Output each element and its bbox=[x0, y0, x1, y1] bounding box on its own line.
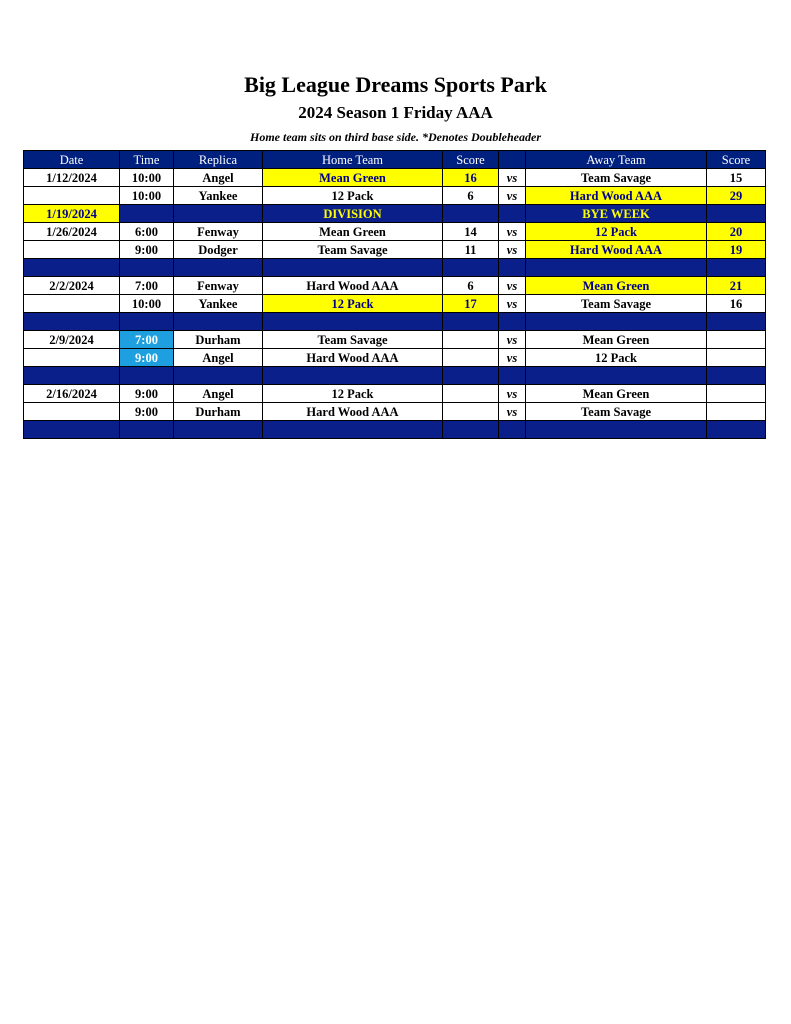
separator-row bbox=[24, 313, 766, 331]
cell-date: 1/19/2024 bbox=[24, 205, 120, 223]
cell-away-score: 20 bbox=[707, 223, 766, 241]
cell-away-score: 21 bbox=[707, 277, 766, 295]
cell-home-score bbox=[443, 403, 499, 421]
cell-vs: vs bbox=[499, 403, 526, 421]
cell-home-score: 11 bbox=[443, 241, 499, 259]
cell-away-score bbox=[707, 385, 766, 403]
cell-away-score bbox=[707, 403, 766, 421]
table-row bbox=[24, 385, 766, 403]
separator-row bbox=[24, 367, 766, 385]
cell-away-team: Team Savage bbox=[526, 403, 707, 421]
cell-replica: Yankee bbox=[174, 295, 263, 313]
cell-vs: vs bbox=[499, 223, 526, 241]
schedule-table bbox=[23, 150, 766, 439]
table-row bbox=[24, 331, 766, 349]
table-row bbox=[24, 295, 766, 313]
cell-home-score: 17 bbox=[443, 295, 499, 313]
cell-away-score bbox=[707, 331, 766, 349]
header-home-team: Home Team bbox=[263, 151, 443, 169]
header-away-team: Away Team bbox=[526, 151, 707, 169]
cell-date bbox=[24, 295, 120, 313]
cell-vs: vs bbox=[499, 331, 526, 349]
cell-home-score: 14 bbox=[443, 223, 499, 241]
cell-replica: Angel bbox=[174, 349, 263, 367]
cell-vs: vs bbox=[499, 241, 526, 259]
cell-replica: Angel bbox=[174, 169, 263, 187]
cell-away-score: 19 bbox=[707, 241, 766, 259]
cell-date bbox=[24, 241, 120, 259]
page-title: Big League Dreams Sports Park bbox=[244, 72, 547, 97]
cell-home-score bbox=[443, 205, 499, 223]
cell-time: 9:00 bbox=[120, 385, 174, 403]
cell-home-team: Hard Wood AAA bbox=[263, 349, 443, 367]
table-row bbox=[24, 223, 766, 241]
separator-row bbox=[24, 421, 766, 439]
cell-time: 9:00 bbox=[120, 349, 174, 367]
cell-home-team: Mean Green bbox=[263, 223, 443, 241]
cell-vs: vs bbox=[499, 277, 526, 295]
header-time: Time bbox=[120, 151, 174, 169]
cell-time: 10:00 bbox=[120, 169, 174, 187]
cell-time: 10:00 bbox=[120, 187, 174, 205]
table-row bbox=[24, 169, 766, 187]
cell-away-score bbox=[707, 205, 766, 223]
cell-time bbox=[120, 205, 174, 223]
cell-home-score: 6 bbox=[443, 187, 499, 205]
cell-replica bbox=[174, 205, 263, 223]
header-away-score: Score bbox=[707, 151, 766, 169]
cell-home-team: Hard Wood AAA bbox=[263, 403, 443, 421]
cell-away-team: Mean Green bbox=[526, 331, 707, 349]
cell-home-score: 6 bbox=[443, 277, 499, 295]
cell-vs bbox=[499, 205, 526, 223]
cell-vs: vs bbox=[499, 187, 526, 205]
cell-home-team: Hard Wood AAA bbox=[263, 277, 443, 295]
separator-row bbox=[24, 259, 766, 277]
cell-date: 1/12/2024 bbox=[24, 169, 120, 187]
cell-away-team: 12 Pack bbox=[526, 349, 707, 367]
cell-away-team: Team Savage bbox=[526, 295, 707, 313]
cell-away-team: Team Savage bbox=[526, 169, 707, 187]
cell-date bbox=[24, 349, 120, 367]
cell-away-score: 29 bbox=[707, 187, 766, 205]
table-row bbox=[24, 277, 766, 295]
cell-date: 2/9/2024 bbox=[24, 331, 120, 349]
cell-vs: vs bbox=[499, 169, 526, 187]
cell-home-score bbox=[443, 349, 499, 367]
table-row bbox=[24, 187, 766, 205]
cell-date: 2/2/2024 bbox=[24, 277, 120, 295]
cell-replica: Durham bbox=[174, 331, 263, 349]
cell-date: 1/26/2024 bbox=[24, 223, 120, 241]
cell-division-label: DIVISION bbox=[263, 205, 443, 223]
table-row bbox=[24, 349, 766, 367]
cell-replica: Yankee bbox=[174, 187, 263, 205]
cell-away-team: Mean Green bbox=[526, 385, 707, 403]
cell-away-team: 12 Pack bbox=[526, 223, 707, 241]
cell-home-score bbox=[443, 331, 499, 349]
cell-time: 7:00 bbox=[120, 277, 174, 295]
cell-replica: Angel bbox=[174, 385, 263, 403]
table-header-row bbox=[24, 151, 766, 169]
cell-date: 2/16/2024 bbox=[24, 385, 120, 403]
cell-away-team: Mean Green bbox=[526, 277, 707, 295]
cell-home-team: Team Savage bbox=[263, 241, 443, 259]
header-vs bbox=[499, 151, 526, 169]
page-subtitle: 2024 Season 1 Friday AAA bbox=[298, 103, 493, 122]
cell-home-score: 16 bbox=[443, 169, 499, 187]
cell-home-team: Mean Green bbox=[263, 169, 443, 187]
cell-away-score: 16 bbox=[707, 295, 766, 313]
cell-time: 6:00 bbox=[120, 223, 174, 241]
table-row-bye-week bbox=[24, 205, 766, 223]
cell-away-score: 15 bbox=[707, 169, 766, 187]
schedule-note: Home team sits on third base side. *Denotes Doubleheader bbox=[250, 130, 541, 144]
cell-date bbox=[24, 187, 120, 205]
table-row bbox=[24, 403, 766, 421]
cell-home-team: 12 Pack bbox=[263, 187, 443, 205]
cell-home-score bbox=[443, 385, 499, 403]
cell-replica: Fenway bbox=[174, 223, 263, 241]
cell-replica: Dodger bbox=[174, 241, 263, 259]
cell-replica: Durham bbox=[174, 403, 263, 421]
cell-vs: vs bbox=[499, 295, 526, 313]
cell-replica: Fenway bbox=[174, 277, 263, 295]
cell-away-team: Hard Wood AAA bbox=[526, 241, 707, 259]
cell-vs: vs bbox=[499, 349, 526, 367]
cell-home-team: 12 Pack bbox=[263, 295, 443, 313]
cell-date bbox=[24, 403, 120, 421]
cell-away-team: Hard Wood AAA bbox=[526, 187, 707, 205]
cell-home-team: 12 Pack bbox=[263, 385, 443, 403]
cell-time: 10:00 bbox=[120, 295, 174, 313]
cell-time: 7:00 bbox=[120, 331, 174, 349]
header-home-score: Score bbox=[443, 151, 499, 169]
cell-time: 9:00 bbox=[120, 241, 174, 259]
header-replica: Replica bbox=[174, 151, 263, 169]
header-date: Date bbox=[24, 151, 120, 169]
cell-time: 9:00 bbox=[120, 403, 174, 421]
cell-home-team: Team Savage bbox=[263, 331, 443, 349]
cell-away-score bbox=[707, 349, 766, 367]
cell-bye-week-label: BYE WEEK bbox=[526, 205, 707, 223]
cell-vs: vs bbox=[499, 385, 526, 403]
table-row bbox=[24, 241, 766, 259]
